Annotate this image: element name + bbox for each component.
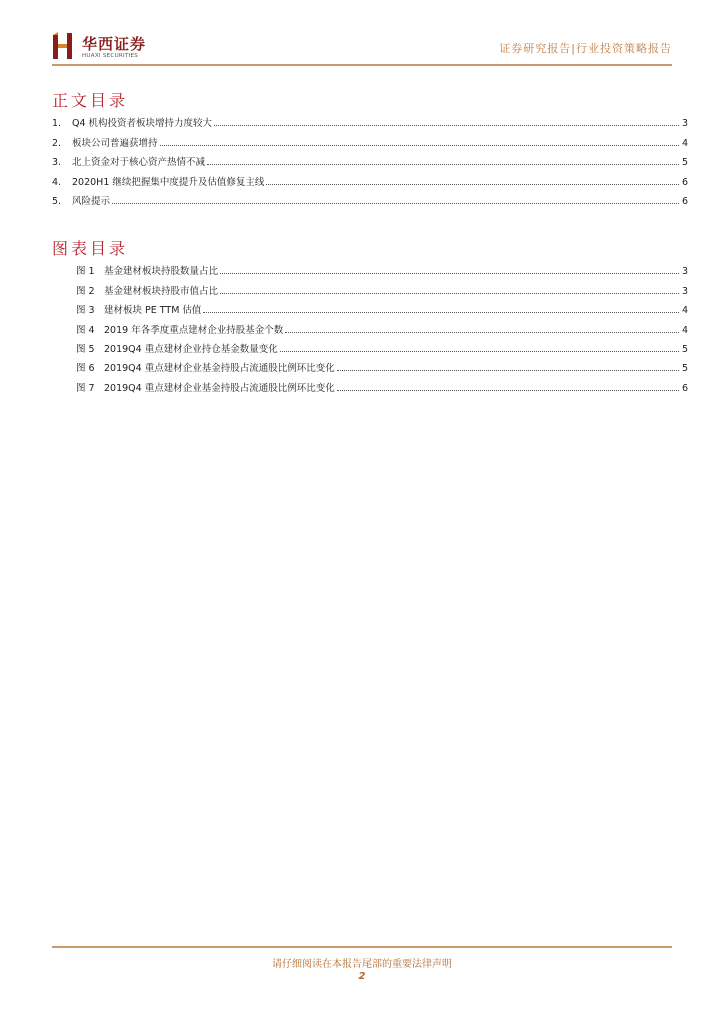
dot-leader <box>220 293 679 294</box>
dot-leader <box>337 370 679 371</box>
header-divider <box>52 64 672 66</box>
figure-entry-label: 2019 年各季度重点建材企业持股基金个数 <box>104 324 284 336</box>
dot-leader <box>337 390 679 391</box>
dot-leader <box>266 184 679 185</box>
toc-entry-label: 2020H1 继续把握集中度提升及估值修复主线 <box>72 176 265 188</box>
figure-entry-page: 3 <box>682 266 689 278</box>
figure-entry-number: 图 1 <box>76 266 95 278</box>
legal-disclaimer-note: 请仔细阅读在本报告尾部的重要法律声明 <box>272 959 452 970</box>
figure-entry[interactable] <box>52 316 688 335</box>
figure-entry-number: 图 2 <box>76 285 95 297</box>
dot-leader <box>220 273 679 274</box>
figure-entry-number: 图 4 <box>76 324 95 336</box>
toc-entry[interactable] <box>52 188 688 207</box>
figure-entry-page: 4 <box>682 324 689 336</box>
dot-leader <box>280 351 679 352</box>
figure-entry-label: 基金建材板块持股市值占比 <box>104 285 219 297</box>
toc-entry-page: 5 <box>682 157 689 169</box>
toc-entry-page: 3 <box>682 118 689 130</box>
figure-entry[interactable] <box>52 277 688 296</box>
toc-entry-page: 6 <box>682 176 689 188</box>
dot-leader <box>160 145 679 146</box>
company-logo <box>52 32 162 62</box>
figure-entry-page: 5 <box>682 363 689 375</box>
toc-entry-number: 3. <box>52 157 62 169</box>
figure-entry-label: 2019Q4 重点建材企业基金持股占流通股比例环比变化 <box>104 382 335 394</box>
figure-entry-label: 2019Q4 重点建材企业基金持股占流通股比例环比变化 <box>104 363 335 375</box>
toc-entry[interactable] <box>52 168 688 187</box>
figure-entry[interactable] <box>52 374 688 393</box>
toc-entry[interactable] <box>52 149 688 168</box>
logo-english-name: HUAXI SECURITIES <box>82 53 139 59</box>
figure-toc-list <box>52 258 688 394</box>
figure-entry-label: 2019Q4 重点建材企业持仓基金数量变化 <box>104 343 278 355</box>
dot-leader <box>207 164 679 165</box>
toc-entry-label: 板块公司普遍获增持 <box>72 137 158 149</box>
toc-entry[interactable] <box>52 129 688 148</box>
toc-entry-number: 4. <box>52 176 62 188</box>
figure-entry[interactable] <box>52 297 688 316</box>
footer-divider <box>52 946 672 948</box>
figure-entry[interactable] <box>52 336 688 355</box>
huaxi-logo-icon <box>52 32 74 60</box>
page-number: 2 <box>358 971 366 982</box>
figure-entry-page: 4 <box>682 305 689 317</box>
toc-entry-label: 风险提示 <box>72 195 111 207</box>
dot-leader <box>203 312 679 313</box>
dot-leader <box>112 203 679 204</box>
logo-chinese-name: 华西证券 <box>82 35 147 53</box>
figure-entry-number: 图 6 <box>76 363 95 375</box>
report-type: 证券研究报告|行业投资策略报告 <box>499 42 672 55</box>
figure-entry-page: 3 <box>682 285 689 297</box>
figure-entry-number: 图 7 <box>76 382 95 394</box>
page-header <box>52 30 672 64</box>
figure-toc-title: 图表目录 <box>52 239 129 258</box>
body-toc-list <box>52 110 688 207</box>
figure-entry[interactable] <box>52 355 688 374</box>
toc-entry-label: 北上资金对于核心资产热情不减 <box>72 157 206 169</box>
toc-entry[interactable] <box>52 110 688 129</box>
dot-leader <box>285 332 679 333</box>
figure-entry[interactable] <box>52 258 688 277</box>
toc-entry-label: Q4 机构投资者板块增持力度较大 <box>72 118 213 130</box>
figure-entry-number: 图 5 <box>76 343 95 355</box>
body-toc-title: 正文目录 <box>52 91 129 110</box>
toc-entry-page: 4 <box>682 137 689 149</box>
figure-entry-label: 基金建材板块持股数量占比 <box>104 266 219 278</box>
figure-entry-page: 5 <box>682 343 689 355</box>
toc-entry-page: 6 <box>682 195 689 207</box>
toc-entry-number: 1. <box>52 118 62 130</box>
figure-entry-number: 图 3 <box>76 305 95 317</box>
dot-leader <box>214 125 679 126</box>
toc-entry-number: 2. <box>52 137 62 149</box>
figure-entry-page: 6 <box>682 382 689 394</box>
toc-entry-number: 5. <box>52 195 62 207</box>
figure-entry-label: 建材板块 PE TTM 估值 <box>104 305 202 317</box>
